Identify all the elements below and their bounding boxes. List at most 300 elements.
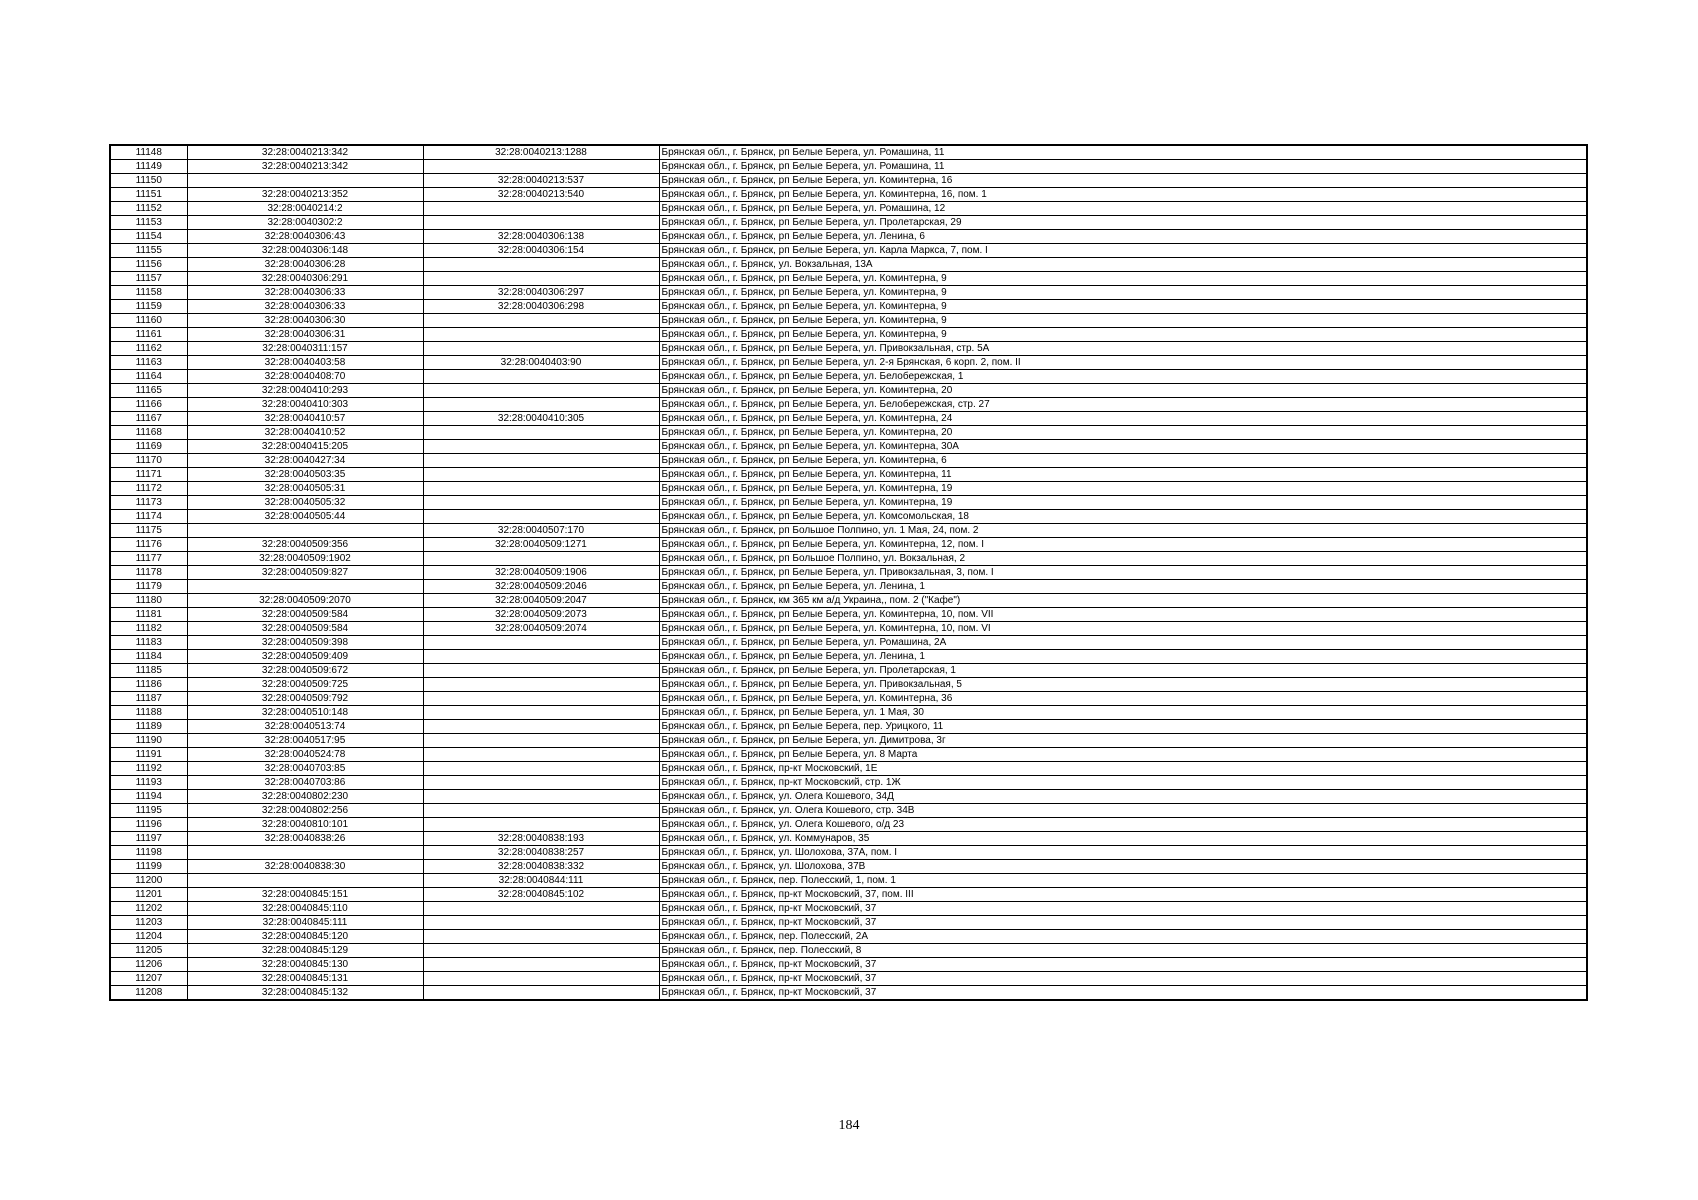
object-cadastral-number-cell: 32:28:0040306:154: [423, 244, 659, 258]
row-number-cell: 11206: [110, 958, 187, 972]
parcel-cadastral-number-cell: [187, 846, 423, 860]
row-number-cell: 11167: [110, 412, 187, 426]
parcel-cadastral-number-cell: 32:28:0040845:130: [187, 958, 423, 972]
table-row: [110, 594, 1587, 608]
object-cadastral-number-cell: [423, 972, 659, 986]
parcel-cadastral-number-cell: 32:28:0040513:74: [187, 720, 423, 734]
object-cadastral-number-cell: [423, 664, 659, 678]
row-number-cell: 11174: [110, 510, 187, 524]
object-cadastral-number-cell: [423, 720, 659, 734]
parcel-cadastral-number-cell: 32:28:0040214:2: [187, 202, 423, 216]
parcel-cadastral-number-cell: 32:28:0040509:792: [187, 692, 423, 706]
parcel-cadastral-number-cell: 32:28:0040509:584: [187, 622, 423, 636]
object-cadastral-number-cell: [423, 944, 659, 958]
table-row: [110, 160, 1587, 174]
table-row: [110, 944, 1587, 958]
row-number-cell: 11162: [110, 342, 187, 356]
object-cadastral-number-cell: 32:28:0040838:257: [423, 846, 659, 860]
object-cadastral-number-cell: 32:28:0040838:332: [423, 860, 659, 874]
table-row: [110, 356, 1587, 370]
table-row: [110, 692, 1587, 706]
address-cell: Брянская обл., г. Брянск, рп Белые Берега, ул. Коминтерна, 9: [659, 314, 1587, 328]
parcel-cadastral-number-cell: 32:28:0040306:33: [187, 300, 423, 314]
parcel-cadastral-number-cell: 32:28:0040306:43: [187, 230, 423, 244]
table-row: [110, 538, 1587, 552]
row-number-cell: 11165: [110, 384, 187, 398]
row-number-cell: 11193: [110, 776, 187, 790]
address-cell: Брянская обл., г. Брянск, рп Белые Берега, ул. Коминтерна, 19: [659, 496, 1587, 510]
row-number-cell: 11178: [110, 566, 187, 580]
object-cadastral-number-cell: 32:28:0040213:1288: [423, 145, 659, 160]
row-number-cell: 11157: [110, 272, 187, 286]
table-row: [110, 748, 1587, 762]
parcel-cadastral-number-cell: 32:28:0040306:31: [187, 328, 423, 342]
address-cell: Брянская обл., г. Брянск, рп Белые Берега, ул. Коминтерна, 30А: [659, 440, 1587, 454]
address-cell: Брянская обл., г. Брянск, пр-кт Московский, 37: [659, 916, 1587, 930]
parcel-cadastral-number-cell: 32:28:0040306:291: [187, 272, 423, 286]
row-number-cell: 11171: [110, 468, 187, 482]
object-cadastral-number-cell: [423, 552, 659, 566]
row-number-cell: 11208: [110, 986, 187, 1001]
object-cadastral-number-cell: 32:28:0040845:102: [423, 888, 659, 902]
object-cadastral-number-cell: [423, 678, 659, 692]
row-number-cell: 11184: [110, 650, 187, 664]
parcel-cadastral-number-cell: 32:28:0040311:157: [187, 342, 423, 356]
parcel-cadastral-number-cell: 32:28:0040509:672: [187, 664, 423, 678]
object-cadastral-number-cell: [423, 370, 659, 384]
table-row: [110, 664, 1587, 678]
address-cell: Брянская обл., г. Брянск, ул. Олега Кошевого, о/д 23: [659, 818, 1587, 832]
row-number-cell: 11168: [110, 426, 187, 440]
table-row: [110, 496, 1587, 510]
address-cell: Брянская обл., г. Брянск, рп Белые Берега, ул. Коминтерна, 9: [659, 272, 1587, 286]
address-cell: Брянская обл., г. Брянск, рп Белые Берега, ул. 2-я Брянская, 6 корп. 2, пом. II: [659, 356, 1587, 370]
address-cell: Брянская обл., г. Брянск, рп Белые Берега, ул. Пролетарская, 1: [659, 664, 1587, 678]
table-row: [110, 734, 1587, 748]
table-row: [110, 650, 1587, 664]
table-row: [110, 958, 1587, 972]
address-cell: Брянская обл., г. Брянск, ул. Вокзальная, 13А: [659, 258, 1587, 272]
table-row: [110, 972, 1587, 986]
row-number-cell: 11199: [110, 860, 187, 874]
row-number-cell: 11172: [110, 482, 187, 496]
row-number-cell: 11159: [110, 300, 187, 314]
address-cell: Брянская обл., г. Брянск, рп Белые Берега, ул. Ленина, 1: [659, 580, 1587, 594]
address-cell: Брянская обл., г. Брянск, рп Белые Берега, ул. Коминтерна, 12, пом. I: [659, 538, 1587, 552]
object-cadastral-number-cell: 32:28:0040213:537: [423, 174, 659, 188]
row-number-cell: 11154: [110, 230, 187, 244]
table-row: [110, 916, 1587, 930]
row-number-cell: 11156: [110, 258, 187, 272]
object-cadastral-number-cell: [423, 468, 659, 482]
parcel-cadastral-number-cell: 32:28:0040845:151: [187, 888, 423, 902]
parcel-cadastral-number-cell: 32:28:0040213:352: [187, 188, 423, 202]
table-row: [110, 286, 1587, 300]
parcel-cadastral-number-cell: 32:28:0040410:293: [187, 384, 423, 398]
table-row: [110, 145, 1587, 160]
row-number-cell: 11192: [110, 762, 187, 776]
row-number-cell: 11148: [110, 145, 187, 160]
object-cadastral-number-cell: 32:28:0040509:2046: [423, 580, 659, 594]
object-cadastral-number-cell: [423, 706, 659, 720]
address-cell: Брянская обл., г. Брянск, рп Белые Берега, ул. Привокзальная, стр. 5А: [659, 342, 1587, 356]
address-cell: Брянская обл., г. Брянск, рп Белые Берега, ул. Коминтерна, 16, пом. 1: [659, 188, 1587, 202]
address-cell: Брянская обл., г. Брянск, рп Большое Полпино, ул. Вокзальная, 2: [659, 552, 1587, 566]
row-number-cell: 11176: [110, 538, 187, 552]
object-cadastral-number-cell: 32:28:0040306:298: [423, 300, 659, 314]
object-cadastral-number-cell: 32:28:0040410:305: [423, 412, 659, 426]
table-row: [110, 510, 1587, 524]
row-number-cell: 11186: [110, 678, 187, 692]
object-cadastral-number-cell: [423, 762, 659, 776]
parcel-cadastral-number-cell: 32:28:0040213:342: [187, 145, 423, 160]
table-row: [110, 608, 1587, 622]
row-number-cell: 11169: [110, 440, 187, 454]
parcel-cadastral-number-cell: 32:28:0040302:2: [187, 216, 423, 230]
address-cell: Брянская обл., г. Брянск, пр-кт Московский, 37: [659, 958, 1587, 972]
row-number-cell: 11195: [110, 804, 187, 818]
row-number-cell: 11173: [110, 496, 187, 510]
row-number-cell: 11201: [110, 888, 187, 902]
parcel-cadastral-number-cell: 32:28:0040810:101: [187, 818, 423, 832]
address-cell: Брянская обл., г. Брянск, рп Белые Берега, ул. Ромашина, 11: [659, 145, 1587, 160]
table-row: [110, 790, 1587, 804]
row-number-cell: 11153: [110, 216, 187, 230]
object-cadastral-number-cell: [423, 314, 659, 328]
object-cadastral-number-cell: [423, 510, 659, 524]
address-cell: Брянская обл., г. Брянск, рп Белые Берега, ул. Ромашина, 11: [659, 160, 1587, 174]
table-row: [110, 804, 1587, 818]
object-cadastral-number-cell: [423, 692, 659, 706]
object-cadastral-number-cell: [423, 650, 659, 664]
object-cadastral-number-cell: 32:28:0040403:90: [423, 356, 659, 370]
table-row: [110, 580, 1587, 594]
object-cadastral-number-cell: [423, 958, 659, 972]
address-cell: Брянская обл., г. Брянск, рп Белые Берега, ул. Ромашина, 2А: [659, 636, 1587, 650]
object-cadastral-number-cell: [423, 734, 659, 748]
address-cell: Брянская обл., г. Брянск, рп Белые Берега, ул. Коминтерна, 9: [659, 300, 1587, 314]
table-row: [110, 482, 1587, 496]
row-number-cell: 11151: [110, 188, 187, 202]
parcel-cadastral-number-cell: [187, 524, 423, 538]
table-row: [110, 272, 1587, 286]
table-row: [110, 370, 1587, 384]
row-number-cell: 11155: [110, 244, 187, 258]
parcel-cadastral-number-cell: 32:28:0040306:30: [187, 314, 423, 328]
row-number-cell: 11152: [110, 202, 187, 216]
parcel-cadastral-number-cell: 32:28:0040505:44: [187, 510, 423, 524]
parcel-cadastral-number-cell: 32:28:0040505:31: [187, 482, 423, 496]
address-cell: Брянская обл., г. Брянск, рп Белые Берега, ул. Коминтерна, 16: [659, 174, 1587, 188]
parcel-cadastral-number-cell: 32:28:0040503:35: [187, 468, 423, 482]
address-cell: Брянская обл., г. Брянск, пр-кт Московский, 37: [659, 972, 1587, 986]
property-register-table: [109, 144, 1588, 1001]
address-cell: Брянская обл., г. Брянск, ул. Олега Кошевого, стр. 34В: [659, 804, 1587, 818]
address-cell: Брянская обл., г. Брянск, рп Белые Берега, ул. Коминтерна, 6: [659, 454, 1587, 468]
object-cadastral-number-cell: [423, 272, 659, 286]
address-cell: Брянская обл., г. Брянск, км 365 км а/д Украина,, пом. 2 ("Кафе"): [659, 594, 1587, 608]
address-cell: Брянская обл., г. Брянск, рп Белые Берега, ул. 1 Мая, 30: [659, 706, 1587, 720]
table-row: [110, 874, 1587, 888]
object-cadastral-number-cell: [423, 790, 659, 804]
address-cell: Брянская обл., г. Брянск, рп Белые Берега, ул. Димитрова, 3г: [659, 734, 1587, 748]
object-cadastral-number-cell: [423, 202, 659, 216]
row-number-cell: 11189: [110, 720, 187, 734]
object-cadastral-number-cell: [423, 986, 659, 1001]
object-cadastral-number-cell: 32:28:0040509:2047: [423, 594, 659, 608]
row-number-cell: 11180: [110, 594, 187, 608]
table-row: [110, 622, 1587, 636]
table-row: [110, 314, 1587, 328]
object-cadastral-number-cell: [423, 636, 659, 650]
address-cell: Брянская обл., г. Брянск, пр-кт Московский, 1Е: [659, 762, 1587, 776]
table-row: [110, 860, 1587, 874]
table-row: [110, 566, 1587, 580]
row-number-cell: 11194: [110, 790, 187, 804]
parcel-cadastral-number-cell: 32:28:0040306:33: [187, 286, 423, 300]
object-cadastral-number-cell: [423, 496, 659, 510]
row-number-cell: 11179: [110, 580, 187, 594]
address-cell: Брянская обл., г. Брянск, пр-кт Московский, стр. 1Ж: [659, 776, 1587, 790]
parcel-cadastral-number-cell: 32:28:0040838:26: [187, 832, 423, 846]
address-cell: Брянская обл., г. Брянск, рп Белые Берега, ул. Ленина, 1: [659, 650, 1587, 664]
table-row: [110, 930, 1587, 944]
parcel-cadastral-number-cell: 32:28:0040306:28: [187, 258, 423, 272]
address-cell: Брянская обл., г. Брянск, пр-кт Московский, 37: [659, 902, 1587, 916]
table-row: [110, 678, 1587, 692]
parcel-cadastral-number-cell: 32:28:0040845:131: [187, 972, 423, 986]
parcel-cadastral-number-cell: 32:28:0040509:1902: [187, 552, 423, 566]
object-cadastral-number-cell: 32:28:0040509:1906: [423, 566, 659, 580]
address-cell: Брянская обл., г. Брянск, рп Белые Берега, ул. Коминтерна, 20: [659, 384, 1587, 398]
table-row: [110, 216, 1587, 230]
object-cadastral-number-cell: 32:28:0040306:297: [423, 286, 659, 300]
object-cadastral-number-cell: [423, 454, 659, 468]
parcel-cadastral-number-cell: 32:28:0040524:78: [187, 748, 423, 762]
table-row: [110, 244, 1587, 258]
object-cadastral-number-cell: [423, 342, 659, 356]
parcel-cadastral-number-cell: 32:28:0040838:30: [187, 860, 423, 874]
table-row: [110, 300, 1587, 314]
parcel-cadastral-number-cell: 32:28:0040509:398: [187, 636, 423, 650]
table-row: [110, 440, 1587, 454]
table-row: [110, 846, 1587, 860]
parcel-cadastral-number-cell: 32:28:0040845:132: [187, 986, 423, 1001]
parcel-cadastral-number-cell: 32:28:0040427:34: [187, 454, 423, 468]
address-cell: Брянская обл., г. Брянск, рп Белые Берега, ул. Белобережская, 1: [659, 370, 1587, 384]
table-row: [110, 398, 1587, 412]
row-number-cell: 11161: [110, 328, 187, 342]
table-row: [110, 832, 1587, 846]
table-row: [110, 202, 1587, 216]
address-cell: Брянская обл., г. Брянск, рп Белые Берега, ул. Ленина, 6: [659, 230, 1587, 244]
parcel-cadastral-number-cell: 32:28:0040509:2070: [187, 594, 423, 608]
address-cell: Брянская обл., г. Брянск, пр-кт Московский, 37, пом. III: [659, 888, 1587, 902]
row-number-cell: 11202: [110, 902, 187, 916]
row-number-cell: 11205: [110, 944, 187, 958]
table-row: [110, 986, 1587, 1001]
table-row: [110, 636, 1587, 650]
object-cadastral-number-cell: [423, 440, 659, 454]
object-cadastral-number-cell: 32:28:0040838:193: [423, 832, 659, 846]
address-cell: Брянская обл., г. Брянск, рп Белые Берега, ул. Коминтерна, 10, пом. VI: [659, 622, 1587, 636]
row-number-cell: 11204: [110, 930, 187, 944]
row-number-cell: 11182: [110, 622, 187, 636]
address-cell: Брянская обл., г. Брянск, рп Белые Берега, ул. Коминтерна, 20: [659, 426, 1587, 440]
row-number-cell: 11187: [110, 692, 187, 706]
table-row: [110, 818, 1587, 832]
object-cadastral-number-cell: 32:28:0040509:1271: [423, 538, 659, 552]
table-row: [110, 412, 1587, 426]
object-cadastral-number-cell: [423, 426, 659, 440]
table-row: [110, 776, 1587, 790]
table-row: [110, 888, 1587, 902]
parcel-cadastral-number-cell: [187, 174, 423, 188]
address-cell: Брянская обл., г. Брянск, пер. Полесский, 1, пом. 1: [659, 874, 1587, 888]
address-cell: Брянская обл., г. Брянск, рп Большое Полпино, ул. 1 Мая, 24, пом. 2: [659, 524, 1587, 538]
parcel-cadastral-number-cell: 32:28:0040509:409: [187, 650, 423, 664]
table-row: [110, 468, 1587, 482]
address-cell: Брянская обл., г. Брянск, рп Белые Берега, ул. Коминтерна, 19: [659, 482, 1587, 496]
row-number-cell: 11196: [110, 818, 187, 832]
object-cadastral-number-cell: [423, 818, 659, 832]
address-cell: Брянская обл., г. Брянск, рп Белые Берега, ул. Коминтерна, 10, пом. VII: [659, 608, 1587, 622]
row-number-cell: 11198: [110, 846, 187, 860]
parcel-cadastral-number-cell: 32:28:0040845:110: [187, 902, 423, 916]
object-cadastral-number-cell: [423, 398, 659, 412]
parcel-cadastral-number-cell: 32:28:0040403:58: [187, 356, 423, 370]
row-number-cell: 11150: [110, 174, 187, 188]
row-number-cell: 11181: [110, 608, 187, 622]
row-number-cell: 11175: [110, 524, 187, 538]
row-number-cell: 11191: [110, 748, 187, 762]
object-cadastral-number-cell: [423, 776, 659, 790]
object-cadastral-number-cell: [423, 902, 659, 916]
table-row: [110, 174, 1587, 188]
object-cadastral-number-cell: 32:28:0040509:2073: [423, 608, 659, 622]
object-cadastral-number-cell: [423, 930, 659, 944]
object-cadastral-number-cell: 32:28:0040507:170: [423, 524, 659, 538]
table-row: [110, 762, 1587, 776]
object-cadastral-number-cell: [423, 748, 659, 762]
row-number-cell: 11170: [110, 454, 187, 468]
parcel-cadastral-number-cell: 32:28:0040505:32: [187, 496, 423, 510]
address-cell: Брянская обл., г. Брянск, рп Белые Берега, ул. Коминтерна, 9: [659, 286, 1587, 300]
table-row: [110, 384, 1587, 398]
address-cell: Брянская обл., г. Брянск, рп Белые Берега, ул. Пролетарская, 29: [659, 216, 1587, 230]
address-cell: Брянская обл., г. Брянск, пр-кт Московский, 37: [659, 986, 1587, 1001]
row-number-cell: 11188: [110, 706, 187, 720]
parcel-cadastral-number-cell: 32:28:0040509:356: [187, 538, 423, 552]
row-number-cell: 11207: [110, 972, 187, 986]
table-row: [110, 258, 1587, 272]
parcel-cadastral-number-cell: 32:28:0040415:205: [187, 440, 423, 454]
address-cell: Брянская обл., г. Брянск, ул. Олега Кошевого, 34Д: [659, 790, 1587, 804]
row-number-cell: 11203: [110, 916, 187, 930]
parcel-cadastral-number-cell: [187, 580, 423, 594]
address-cell: Брянская обл., г. Брянск, рп Белые Берега, ул. Ромашина, 12: [659, 202, 1587, 216]
address-cell: Брянская обл., г. Брянск, рп Белые Берега, ул. Привокзальная, 5: [659, 678, 1587, 692]
parcel-cadastral-number-cell: 32:28:0040845:120: [187, 930, 423, 944]
address-cell: Брянская обл., г. Брянск, ул. Коммунаров, 35: [659, 832, 1587, 846]
parcel-cadastral-number-cell: 32:28:0040845:111: [187, 916, 423, 930]
row-number-cell: 11158: [110, 286, 187, 300]
object-cadastral-number-cell: 32:28:0040306:138: [423, 230, 659, 244]
address-cell: Брянская обл., г. Брянск, ул. Шолохова, 37В: [659, 860, 1587, 874]
object-cadastral-number-cell: 32:28:0040213:540: [423, 188, 659, 202]
address-cell: Брянская обл., г. Брянск, рп Белые Берега, ул. Коминтерна, 9: [659, 328, 1587, 342]
row-number-cell: 11190: [110, 734, 187, 748]
address-cell: Брянская обл., г. Брянск, пер. Полесский, 2А: [659, 930, 1587, 944]
row-number-cell: 11163: [110, 356, 187, 370]
address-cell: Брянская обл., г. Брянск, рп Белые Берега, ул. Коминтерна, 24: [659, 412, 1587, 426]
table-row: [110, 720, 1587, 734]
table-row: [110, 426, 1587, 440]
parcel-cadastral-number-cell: 32:28:0040510:148: [187, 706, 423, 720]
row-number-cell: 11166: [110, 398, 187, 412]
address-cell: Брянская обл., г. Брянск, рп Белые Берега, ул. Карла Маркса, 7, пом. I: [659, 244, 1587, 258]
row-number-cell: 11177: [110, 552, 187, 566]
parcel-cadastral-number-cell: 32:28:0040509:584: [187, 608, 423, 622]
row-number-cell: 11160: [110, 314, 187, 328]
parcel-cadastral-number-cell: 32:28:0040802:256: [187, 804, 423, 818]
address-cell: Брянская обл., г. Брянск, рп Белые Берега, ул. 8 Марта: [659, 748, 1587, 762]
parcel-cadastral-number-cell: 32:28:0040802:230: [187, 790, 423, 804]
table-row: [110, 902, 1587, 916]
object-cadastral-number-cell: [423, 482, 659, 496]
object-cadastral-number-cell: [423, 916, 659, 930]
table-row: [110, 552, 1587, 566]
address-cell: Брянская обл., г. Брянск, рп Белые Берега, ул. Привокзальная, 3, пом. I: [659, 566, 1587, 580]
address-cell: Брянская обл., г. Брянск, рп Белые Берега, пер. Урицкого, 11: [659, 720, 1587, 734]
address-cell: Брянская обл., г. Брянск, рп Белые Берега, ул. Коминтерна, 36: [659, 692, 1587, 706]
parcel-cadastral-number-cell: 32:28:0040306:148: [187, 244, 423, 258]
table-row: [110, 706, 1587, 720]
parcel-cadastral-number-cell: 32:28:0040509:827: [187, 566, 423, 580]
parcel-cadastral-number-cell: 32:28:0040410:57: [187, 412, 423, 426]
address-cell: Брянская обл., г. Брянск, ул. Шолохова, 37А, пом. I: [659, 846, 1587, 860]
table-row: [110, 328, 1587, 342]
address-cell: Брянская обл., г. Брянск, рп Белые Берега, ул. Коминтерна, 11: [659, 468, 1587, 482]
parcel-cadastral-number-cell: 32:28:0040408:70: [187, 370, 423, 384]
table-row: [110, 524, 1587, 538]
address-cell: Брянская обл., г. Брянск, рп Белые Берега, ул. Белобережская, стр. 27: [659, 398, 1587, 412]
object-cadastral-number-cell: [423, 328, 659, 342]
parcel-cadastral-number-cell: 32:28:0040703:86: [187, 776, 423, 790]
parcel-cadastral-number-cell: 32:28:0040410:52: [187, 426, 423, 440]
object-cadastral-number-cell: [423, 258, 659, 272]
row-number-cell: 11183: [110, 636, 187, 650]
row-number-cell: 11149: [110, 160, 187, 174]
object-cadastral-number-cell: [423, 804, 659, 818]
object-cadastral-number-cell: [423, 384, 659, 398]
row-number-cell: 11185: [110, 664, 187, 678]
parcel-cadastral-number-cell: 32:28:0040509:725: [187, 678, 423, 692]
address-cell: Брянская обл., г. Брянск, пер. Полесский, 8: [659, 944, 1587, 958]
page-number: 184: [838, 1118, 860, 1133]
parcel-cadastral-number-cell: 32:28:0040703:85: [187, 762, 423, 776]
object-cadastral-number-cell: 32:28:0040509:2074: [423, 622, 659, 636]
address-cell: Брянская обл., г. Брянск, рп Белые Берега, ул. Комсомольская, 18: [659, 510, 1587, 524]
table-row: [110, 188, 1587, 202]
table-row: [110, 230, 1587, 244]
parcel-cadastral-number-cell: 32:28:0040517:95: [187, 734, 423, 748]
row-number-cell: 11164: [110, 370, 187, 384]
table-row: [110, 342, 1587, 356]
object-cadastral-number-cell: [423, 216, 659, 230]
parcel-cadastral-number-cell: 32:28:0040213:342: [187, 160, 423, 174]
parcel-cadastral-number-cell: 32:28:0040410:303: [187, 398, 423, 412]
